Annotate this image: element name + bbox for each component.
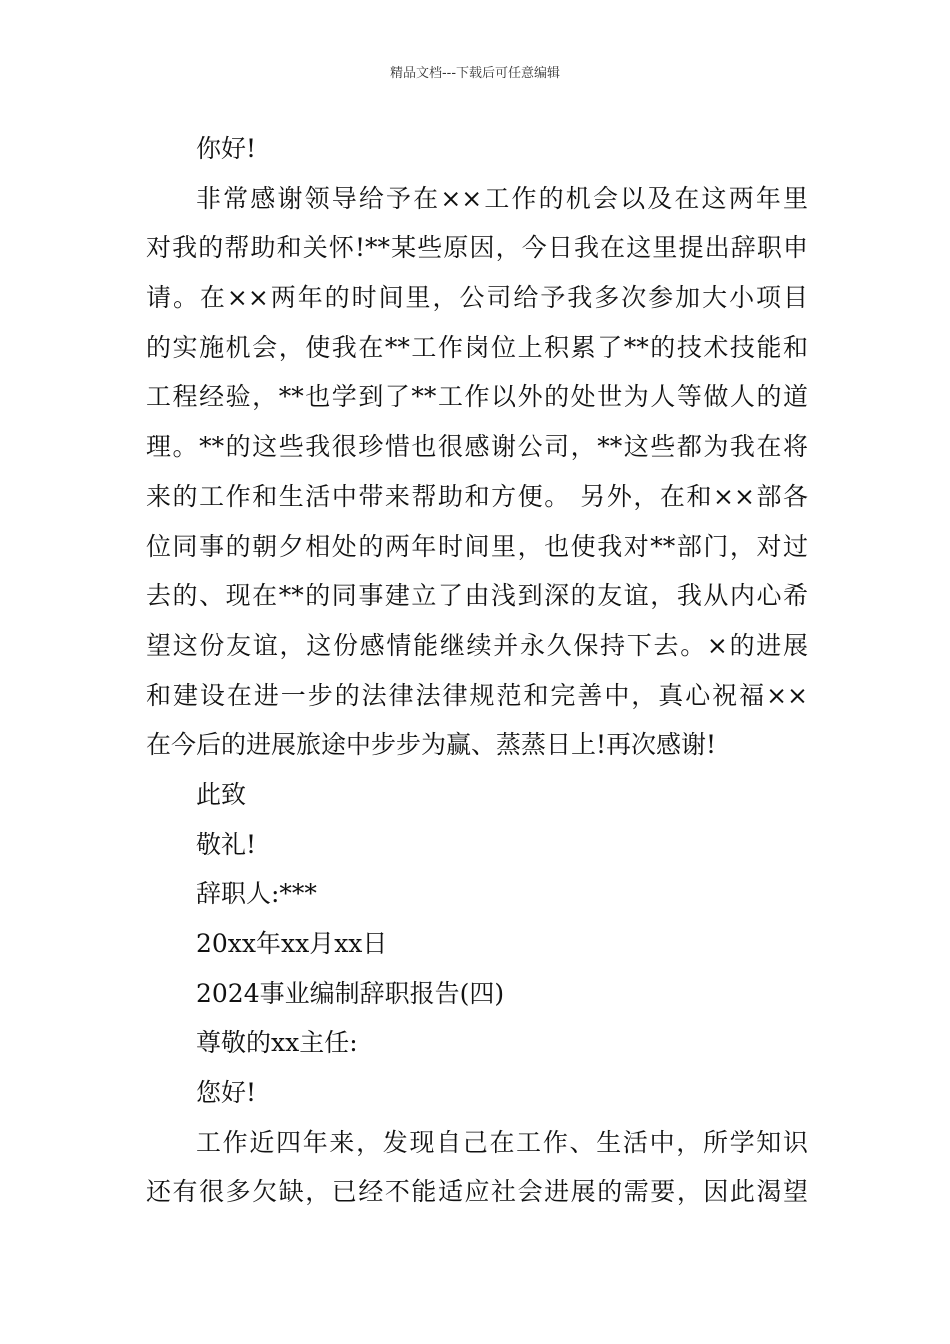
greeting-2: 您好!	[196, 1078, 257, 1108]
paragraph-2-line: 工作近四年来，发现自己在工作、生活中，所学知识	[196, 1127, 808, 1157]
paragraph-1-line: 望这份友谊，这份感情能继续并永久保持下去。×的进展	[146, 630, 808, 660]
paragraph-1-line: 理。**的这些我很珍惜也很感谢公司，**这些都为我在将	[146, 432, 808, 462]
paragraph-2-line: 还有很多欠缺，已经不能适应社会进展的需要，因此渴望	[146, 1177, 808, 1207]
paragraph-1-line: 对我的帮助和关怀!**某些原因，今日我在这里提出辞职申	[146, 233, 808, 263]
closing-line-2: 敬礼!	[196, 829, 257, 859]
paragraph-1-line: 去的、现在**的同事建立了由浅到深的友谊，我从内心希	[146, 581, 808, 611]
page-header: 精品文档---下载后可任意编辑	[389, 66, 561, 81]
document-body	[146, 124, 808, 1217]
date: 20xx年xx月xx日	[196, 929, 388, 958]
paragraph-1-line: 来的工作和生活中带来帮助和方便。 另外，在和××部各	[146, 481, 808, 511]
greeting: 你好!	[196, 134, 257, 163]
paragraph-1-line: 的实施机会，使我在**工作岗位上积累了**的技术技能和	[146, 332, 808, 362]
paragraph-1-line: 请。在××两年的时间里，公司给予我多次参加大小项目	[146, 283, 808, 313]
closing-line-1: 此致	[196, 779, 247, 809]
paragraph-1-line: 位同事的朝夕相处的两年时间里，也使我对**部门，对过	[146, 531, 808, 561]
salutation: 尊敬的xx主任:	[196, 1028, 358, 1058]
paragraph-1-line: 在今后的进展旅途中步步为赢、蒸蒸日上!再次感谢!	[146, 730, 717, 760]
section-title: 2024事业编制辞职报告(四)	[196, 978, 505, 1008]
signature: 辞职人:***	[196, 879, 317, 909]
paragraph-1-line: 和建设在进一步的法律法律规范和完善中，真心祝福××	[146, 680, 808, 710]
paragraph-1-line: 非常感谢领导给予在××工作的机会以及在这两年里	[196, 183, 808, 213]
paragraph-1-line: 工程经验，**也学到了**工作以外的处世为人等做人的道	[146, 382, 808, 412]
